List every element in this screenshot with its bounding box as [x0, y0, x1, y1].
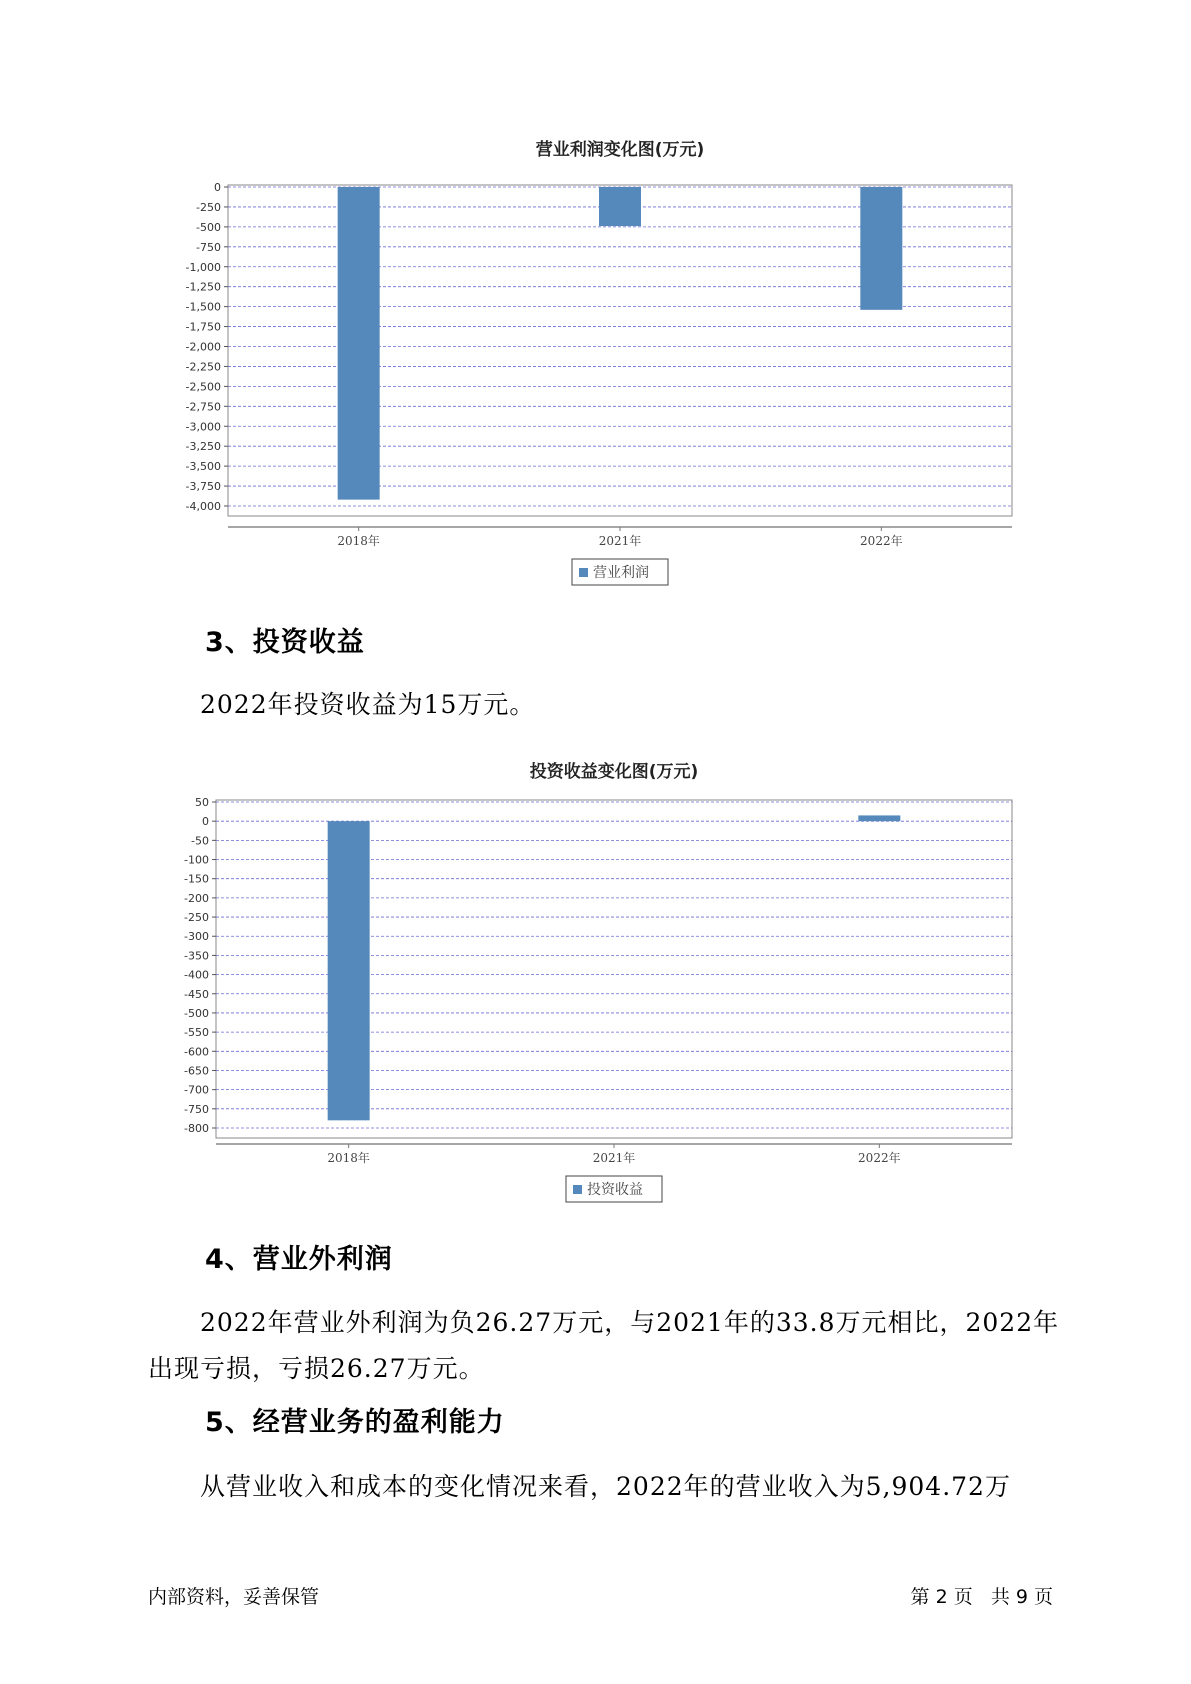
y-tick-label: -1,250	[185, 280, 221, 294]
y-tick-label: -3,500	[185, 460, 221, 474]
y-tick-label: -4,000	[185, 500, 221, 513]
footer-page-number: 第 2 页 共 9 页	[910, 1586, 1053, 1608]
legend-label: 投资收益	[587, 1182, 643, 1198]
section-3-paragraph: 2022年投资收益为15万元。	[200, 690, 536, 719]
section-3-heading: 3、投资收益	[205, 627, 365, 658]
y-tick-label: -50	[191, 834, 209, 848]
y-tick-label: -800	[184, 1122, 209, 1135]
y-tick-label: -2,750	[185, 400, 221, 414]
y-tick-label: -3,250	[185, 440, 221, 454]
y-tick-label: -1,750	[185, 320, 221, 334]
y-tick-label: -400	[184, 968, 209, 982]
y-tick-label: -300	[184, 930, 209, 944]
legend-swatch	[573, 1185, 582, 1194]
x-tick-label: 2021年	[592, 1151, 636, 1165]
y-tick-label: -700	[184, 1083, 209, 1097]
investment-income-chart	[0, 752, 1191, 1212]
bar	[328, 821, 370, 1120]
operating-profit-chart-svg	[0, 130, 1191, 600]
section-5-heading: 5、经营业务的盈利能力	[205, 1407, 505, 1438]
y-tick-label: -600	[184, 1045, 209, 1059]
bar	[858, 815, 900, 821]
chart-title: 营业利润变化图(万元)	[535, 140, 705, 160]
section-4-heading: 4、营业外利润	[205, 1244, 393, 1275]
y-tick-label: -100	[184, 853, 209, 867]
y-tick-label: -650	[184, 1064, 209, 1078]
x-tick-label: 2021年	[598, 534, 642, 548]
legend-swatch	[579, 568, 588, 577]
bar	[599, 187, 641, 226]
x-tick-label: 2022年	[858, 1151, 901, 1165]
section-4-paragraph: 2022年营业外利润为负26.27万元，与2021年的33.8万元相比，2022年出现亏损，亏损26.27万元。	[148, 1308, 1060, 1383]
y-tick-label: -1,500	[185, 300, 221, 314]
y-tick-label: 50	[195, 796, 209, 809]
section-5-paragraph: 从营业收入和成本的变化情况来看，2022年的营业收入为5,904.72万	[200, 1472, 1011, 1501]
y-tick-label: -500	[184, 1006, 209, 1020]
y-tick-label: -350	[184, 949, 209, 963]
y-tick-label: -750	[196, 240, 221, 254]
bar	[860, 187, 902, 310]
y-tick-label: -3,750	[185, 480, 221, 494]
operating-profit-chart	[0, 130, 1191, 600]
y-tick-label: -500	[196, 220, 221, 234]
bar	[338, 187, 380, 500]
y-tick-label: -2,500	[185, 380, 221, 394]
y-tick-label: -550	[184, 1026, 209, 1040]
y-tick-label: -250	[184, 911, 209, 925]
footer-confidential-note: 内部资料，妥善保管	[148, 1586, 320, 1608]
y-tick-label: -250	[196, 200, 221, 214]
y-tick-label: 0	[214, 181, 221, 194]
y-tick-label: 0	[202, 815, 209, 829]
y-tick-label: -150	[184, 872, 209, 886]
y-tick-label: -450	[184, 987, 209, 1001]
y-tick-label: -2,000	[185, 340, 221, 354]
x-tick-label: 2022年	[860, 534, 903, 548]
y-tick-label: -2,250	[185, 360, 221, 374]
x-tick-label: 2018年	[337, 534, 380, 548]
x-tick-label: 2018年	[327, 1151, 370, 1165]
y-tick-label: -1,000	[185, 260, 221, 274]
legend-label: 营业利润	[593, 565, 649, 581]
investment-income-chart-svg	[0, 752, 1191, 1212]
y-tick-label: -200	[184, 891, 209, 905]
y-tick-label: -750	[184, 1102, 209, 1116]
chart-title: 投资收益变化图(万元)	[529, 762, 699, 782]
y-tick-label: -3,000	[185, 420, 221, 434]
